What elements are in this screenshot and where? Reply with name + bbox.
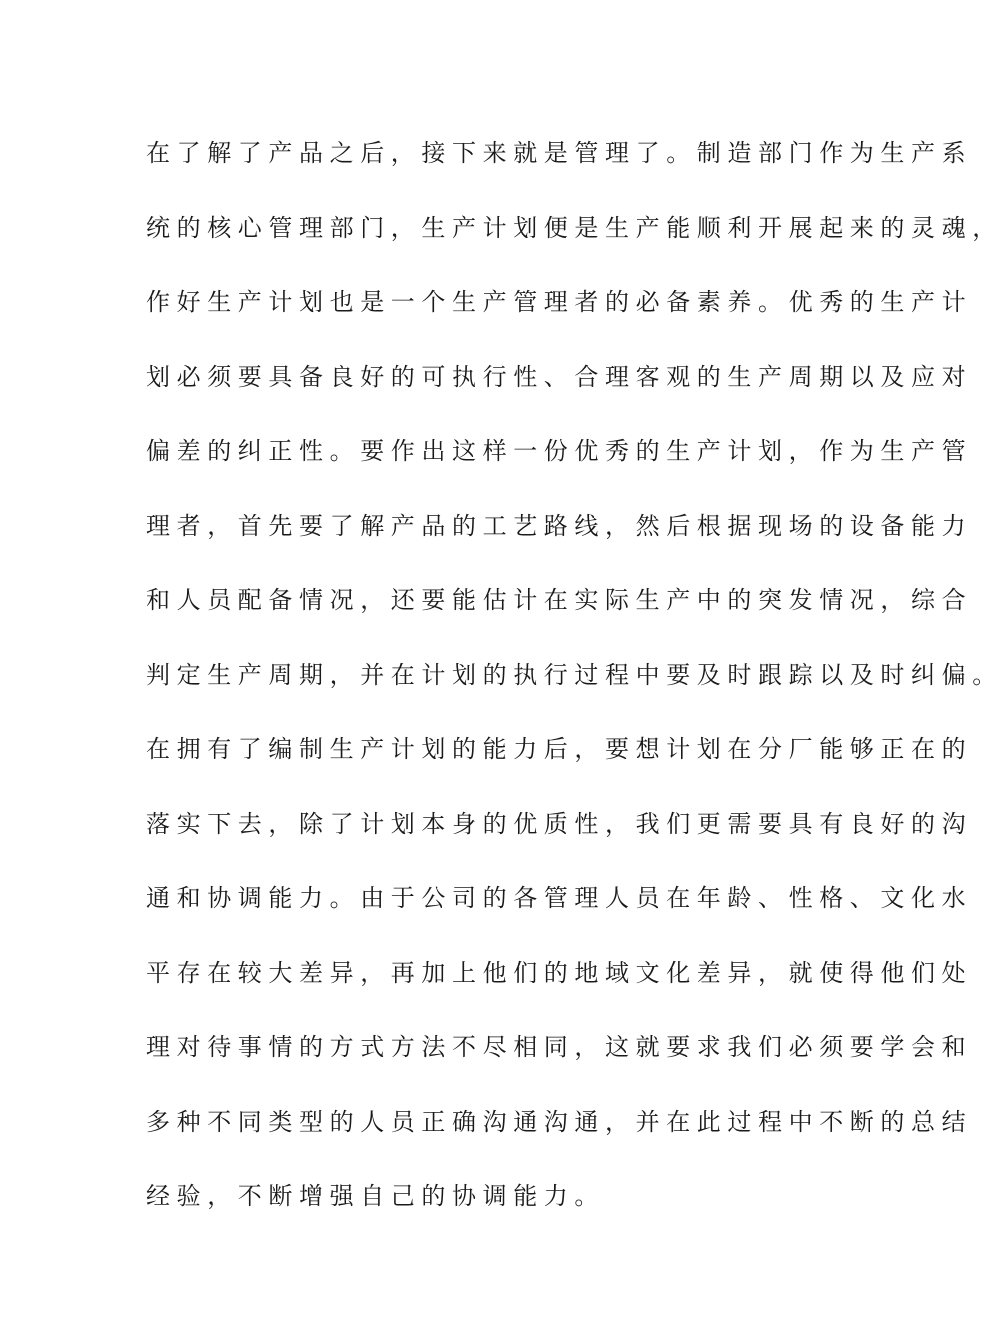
text-line: 在了解了产品之后，接下来就是管理了。制造部门作为生产系 — [146, 139, 973, 167]
text-line: 落实下去，除了计划本身的优质性，我们更需要具有良好的沟 — [146, 809, 973, 838]
text-line: 多种不同类型的人员正确沟通沟通，并在此过程中不断的总结 — [146, 1107, 973, 1136]
text-line: 判定生产周期，并在计划的执行过程中要及时跟踪以及时纠偏。 — [146, 660, 1003, 689]
text-line: 在拥有了编制生产计划的能力后，要想计划在分厂能够正在的 — [146, 735, 973, 763]
text-line: 理者，首先要了解产品的工艺路线，然后根据现场的设备能力 — [146, 511, 973, 540]
text-line: 理对待事情的方式方法不尽相同，这就要求我们必须要学会和 — [146, 1033, 973, 1061]
body-paragraph — [146, 128, 1003, 1246]
text-line: 通和协调能力。由于公司的各管理人员在年龄、性格、文化水 — [146, 884, 973, 912]
text-line: 划必须要具备良好的可执行性、合理客观的生产周期以及应对 — [146, 362, 973, 391]
text-line: 平存在较大差异，再加上他们的地域文化差异，就使得他们处 — [146, 958, 973, 987]
text-line: 作好生产计划也是一个生产管理者的必备素养。优秀的生产计 — [146, 288, 973, 316]
text-line: 和人员配备情况，还要能估计在实际生产中的突发情况，综合 — [146, 586, 973, 614]
text-line: 偏差的纠正性。要作出这样一份优秀的生产计划，作为生产管 — [146, 437, 973, 465]
text-line: 经验，不断增强自己的协调能力。 — [146, 1182, 605, 1210]
text-line: 统的核心管理部门，生产计划便是生产能顺利开展起来的灵魂， — [146, 213, 1003, 242]
